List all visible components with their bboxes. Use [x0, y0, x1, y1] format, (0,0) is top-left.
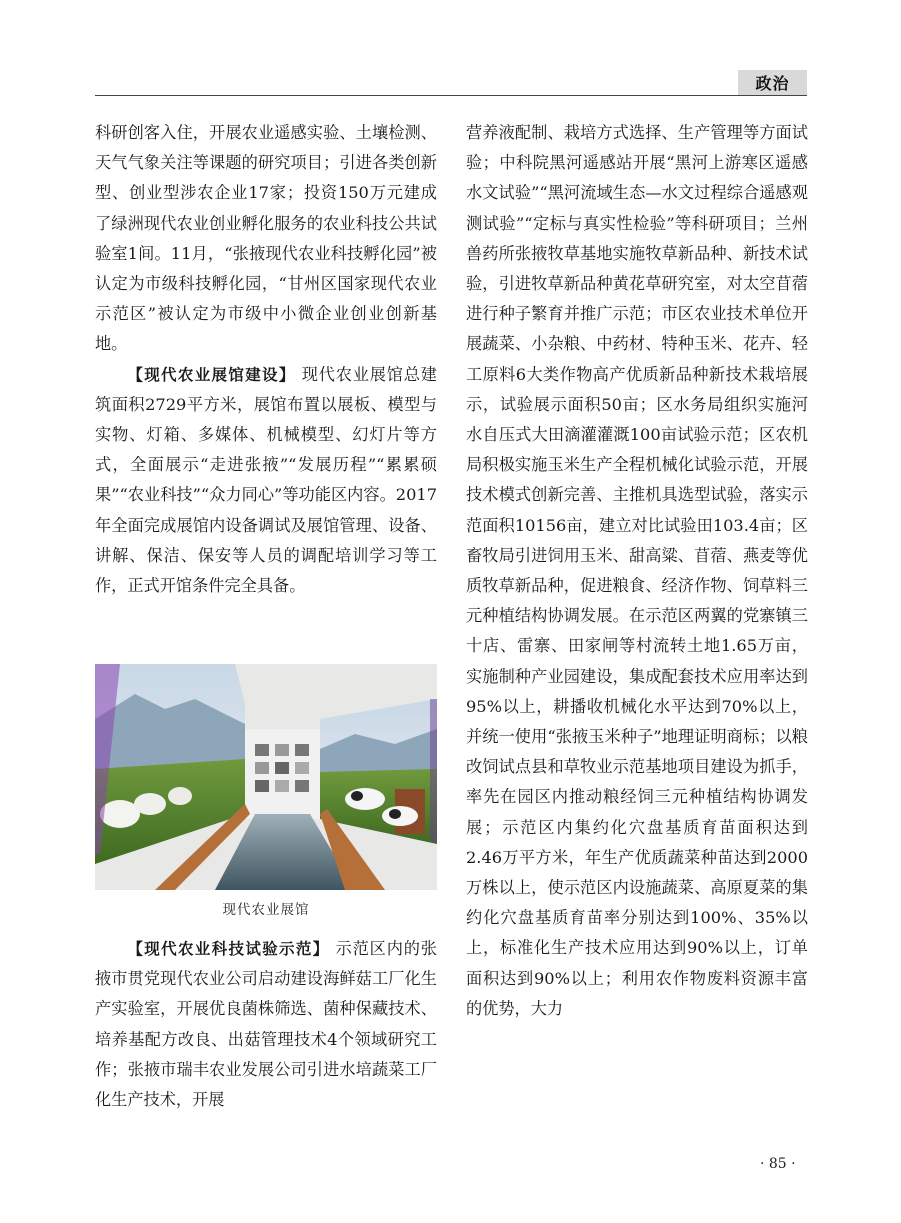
- paragraph-continued: 科研创客入住，开展农业遥感实验、土壤检测、天气气象关注等课题的研究项目；引进各类创新型、创业型涉农企业17家；投资150万元建成了绿洲现代农业创业孵化服务的农业科技公共试验室1间。11月，“张掖现代农业科技孵化园”被认定为市级科技孵化园，“甘州区国家现代农业示范区”被认定为市级中小微企业创业创新基地。: [95, 123, 437, 354]
- paragraph-tech-demo-body: 示范区内的张掖市贯党现代农业公司启动建设海鲜菇工厂化生产实验室，开展优良菌株筛选、菌种保藏技术、培养基配方改良、出菇管理技术4个领域研究工作；张掖市瑞丰农业发展公司引进水培蔬菜工厂化生产技术，开展: [95, 939, 437, 1110]
- left-column: [95, 118, 437, 601]
- section-label: 政治: [755, 74, 790, 93]
- header-rule: [95, 95, 807, 96]
- paragraph-exhibition-hall: [95, 360, 437, 602]
- exhibition-hall-photo: [95, 664, 437, 890]
- paragraph-tech-demo: [95, 934, 437, 1115]
- paragraph-exhibition-hall-body: 现代农业展馆总建筑面积2729平方米，展馆布置以展板、模型与实物、灯箱、多媒体、机械模型、幻灯片等方式，全面展示“走进张掖”“发展历程”“累累硕果”“农业科技”“众力同心”等功能区内容。2017年全面完成展馆内设备调试及展馆管理、设备、讲解、保洁、保安等人员的调配培训学习等工作，正式开馆条件完全具备。: [95, 364, 437, 596]
- subheading-exhibition-hall: 【现代农业展馆建设】: [127, 365, 296, 384]
- page-number: · 85 ·: [760, 1156, 796, 1172]
- left-column-lower: [95, 934, 437, 1115]
- paragraph-right-continued: 营养液配制、栽培方式选择、生产管理等方面试验；中科院黑河遥感站开展“黑河上游寒区遥感水文试验”“黑河流域生态—水文过程综合遥感观测试验”“定标与真实性检验”等科研项目；兰州兽药所张掖牧草基地实施牧草新品种、新技术试验，引进牧草新品种黄花草研究室，对太空苜蓿进行种子繁育并推广示范；市区农业技术单位开展蔬菜、小杂粮、中药材、特种玉米、花卉、轻工原料6大类作物高产优质新品种新技术栽培展示，试验展示面积50亩；区水务局组织实施河水自压式大田滴灌灌溉100亩试验示范；区农机局积极实施玉米生产全程机械化试验示范，开展技术模式创新完善、主推机具选型试验，落实示范面积10156亩，建立对比试验田103.4亩；区畜牧局引进饲用玉米、甜高粱、苜蓿、燕麦等优质牧草新品种，促进粮食、经济作物、饲草料三元种植结构协调发展。在示范区两翼的党寨镇三十店、雷寨、田家闸等村流转土地1.65万亩，实施制种产业园建设，集成配套技术应用率达到95%以上，耕播收机械化水平达到70%以上，并统一使用“张掖玉米种子”地理证明商标；以粮改饲试点县和草牧业示范基地项目建设为抓手，率先在园区内推动粮经饲三元种植结构协调发展；示范区内集约化穴盘基质育苗面积达到2.46万平方米，年生产优质蔬菜种苗达到2000万株以上，使示范区内设施蔬菜、高原夏菜的集约化穴盘基质育苗率分别达到100%、35%以上，标准化生产技术应用达到90%以上，订单面积达到90%以上；利用农作物废料资源丰富的优势，大力: [466, 123, 808, 1018]
- right-column: [466, 118, 808, 1024]
- photo-caption: 现代农业展馆: [222, 902, 310, 918]
- subheading-tech-demo: 【现代农业科技试验示范】: [127, 940, 330, 958]
- section-tab: [738, 70, 807, 95]
- exhibition-hall-image: [95, 664, 437, 890]
